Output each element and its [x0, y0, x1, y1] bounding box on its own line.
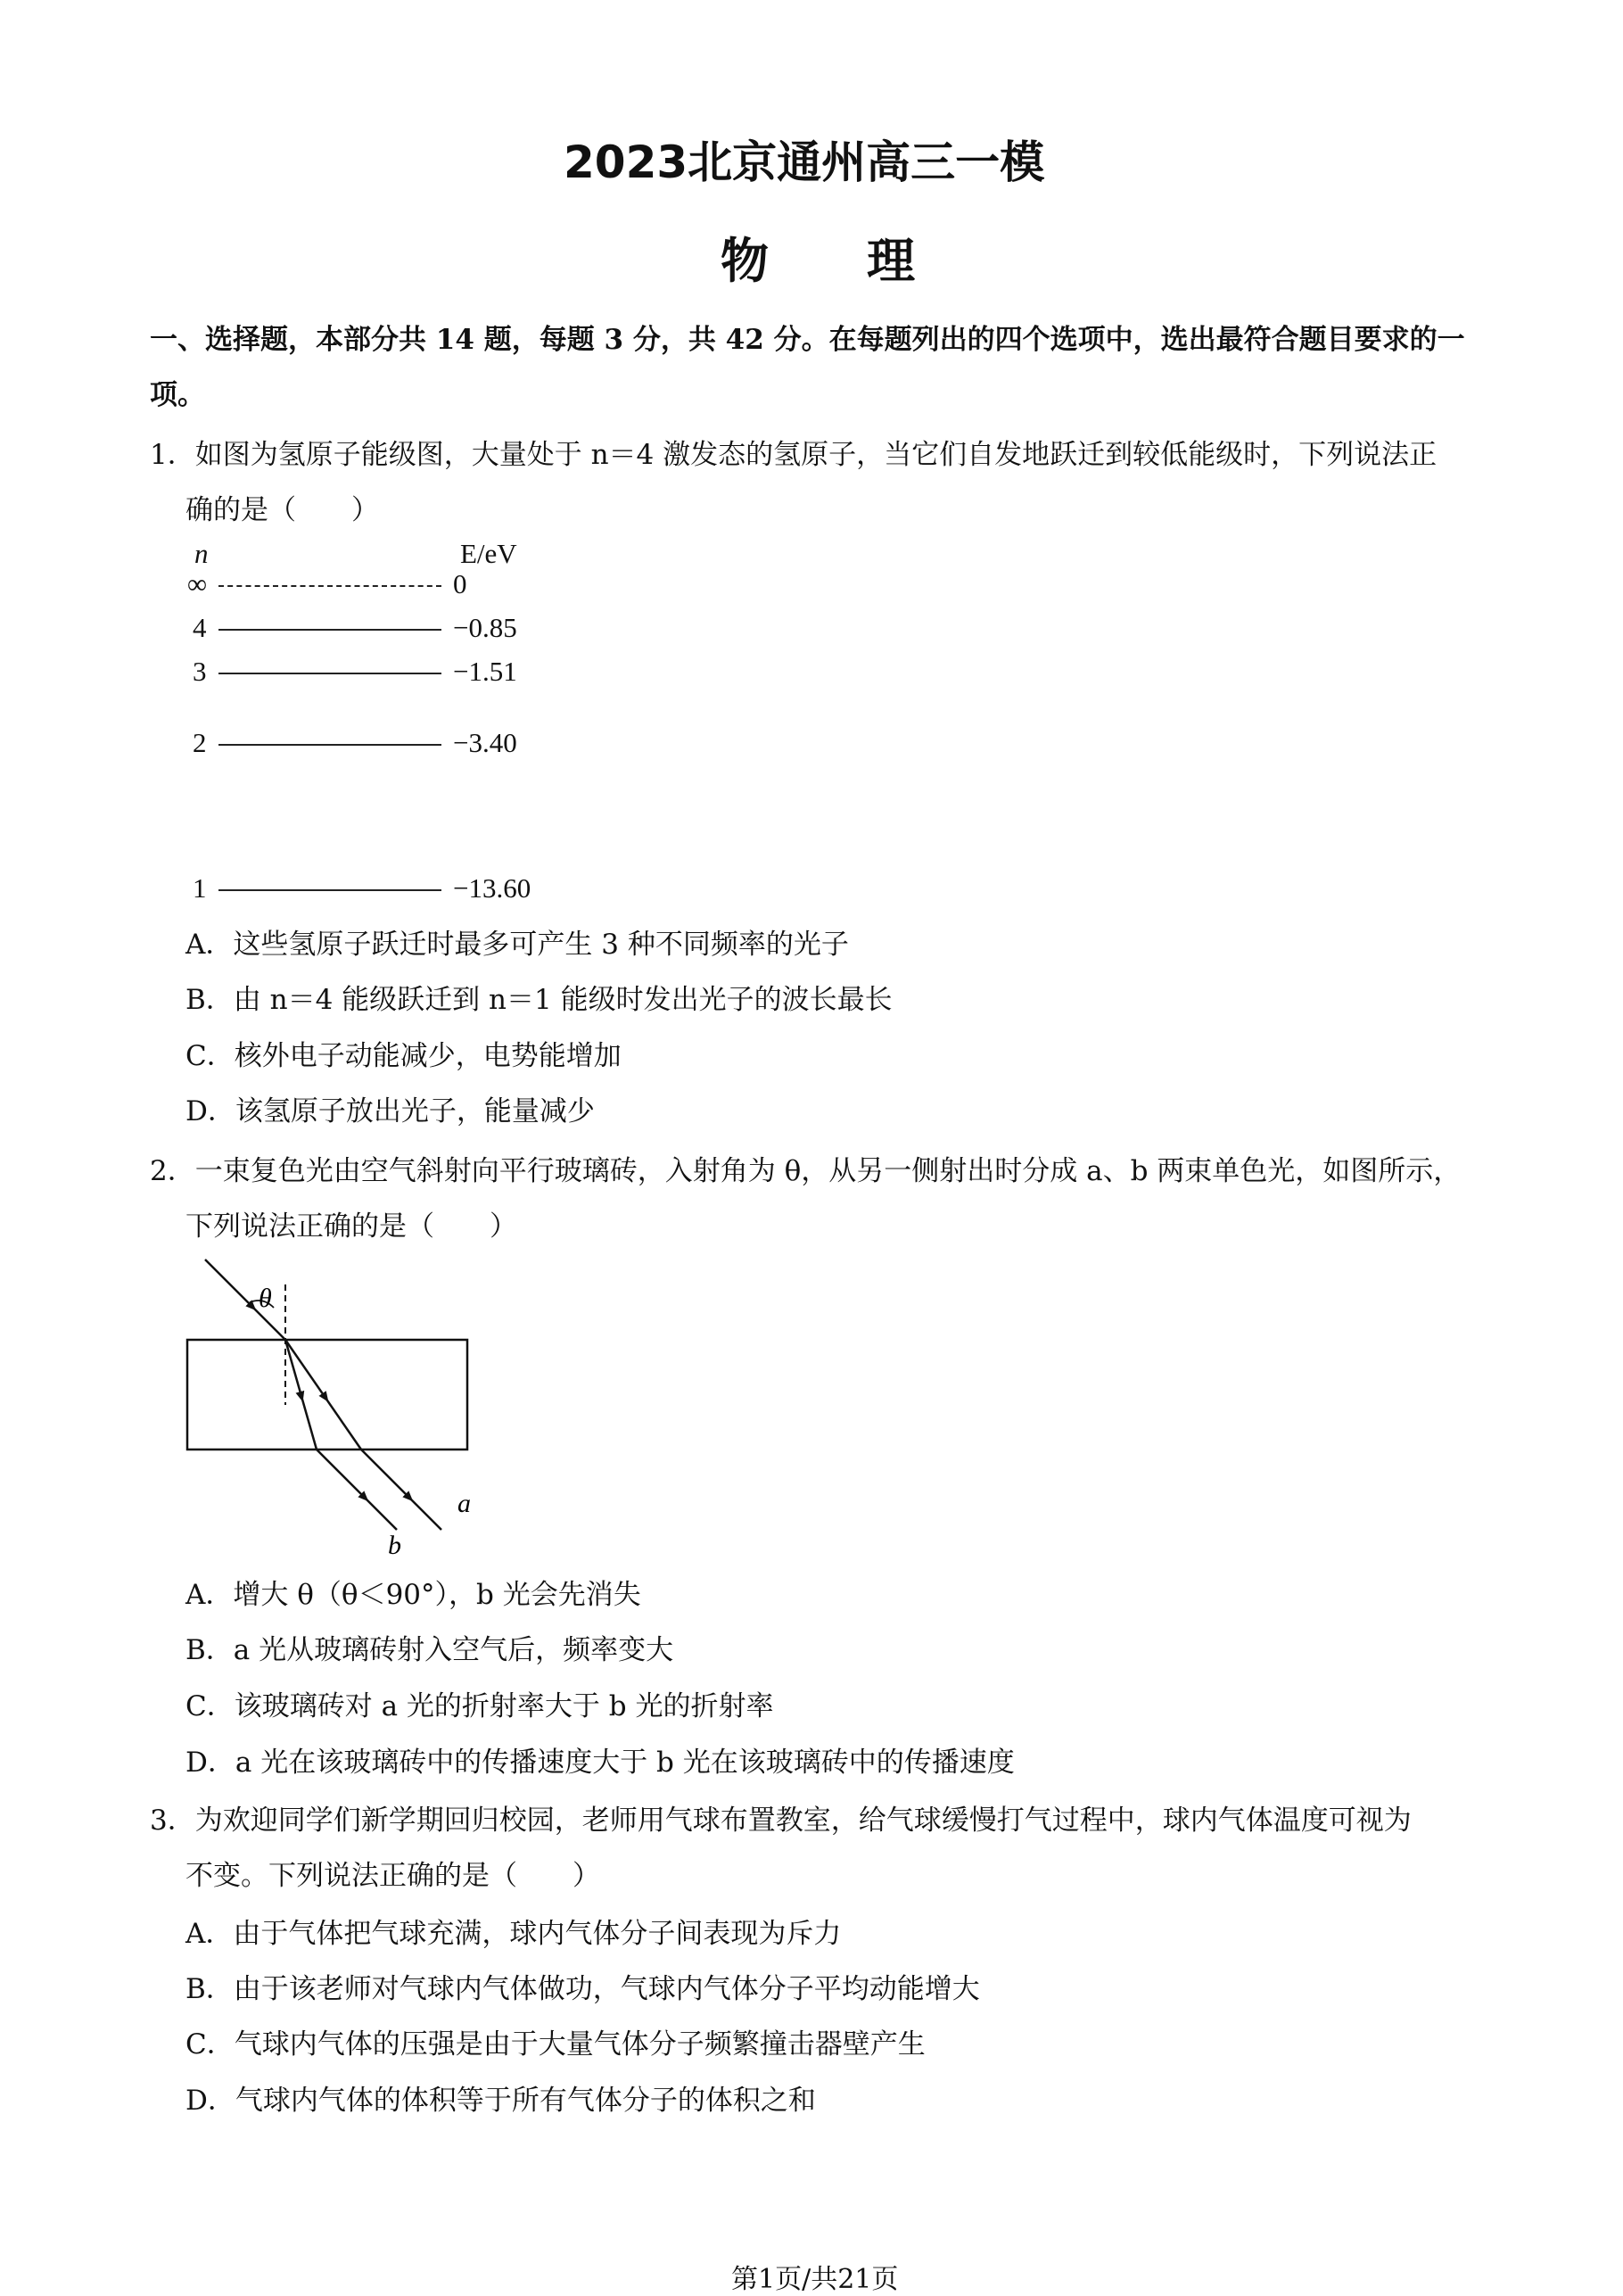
question-2-stem-line1: 2．一束复色光由空气斜射向平行玻璃砖，入射角为 θ，从另一侧射出时分成 a、b 两束单色光，如图所示， — [150, 1155, 1462, 1187]
question-1-option-d: D．该氢原子放出光子，能量减少 — [185, 1095, 595, 1127]
question-3-stem-line2: 不变。下列说法正确的是（ ） — [185, 1860, 600, 1892]
section-heading-line2: 项。 — [150, 379, 205, 411]
theta-label: θ — [259, 1284, 272, 1313]
level-energy-3: −1.51 — [453, 656, 517, 687]
level-energy-4: −0.85 — [453, 612, 517, 643]
question-2-option-a: A．增大 θ（θ＜90°），b 光会先消失 — [185, 1579, 641, 1611]
refraction-diagram — [174, 1249, 495, 1570]
level-energy-1: −13.60 — [453, 872, 531, 904]
refracted-ray-b — [285, 1340, 317, 1449]
energy-diagram-e-label: E/eV — [460, 538, 517, 569]
energy-diagram-n-label: n — [194, 538, 209, 569]
level-line-2 — [218, 744, 441, 746]
subject-title: 物理 — [721, 233, 1013, 289]
question-2-option-c: C．该玻璃砖对 a 光的折射率大于 b 光的折射率 — [185, 1690, 774, 1722]
question-3-option-a: A．由于气体把气球充满，球内气体分子间表现为斥力 — [185, 1918, 842, 1950]
exit-ray-a — [361, 1449, 441, 1530]
level-line-3 — [218, 673, 441, 674]
incident-ray — [205, 1259, 285, 1340]
page-title: 2023北京通州高三一模 — [564, 136, 1045, 188]
question-2-option-b: B．a 光从玻璃砖射入空气后，频率变大 — [185, 1634, 674, 1666]
question-3-stem-line1: 3．为欢迎同学们新学期回归校园，老师用气球布置教室，给气球缓慢打气过程中，球内气体温度可视为 — [150, 1805, 1412, 1837]
level-energy-2: −3.40 — [453, 727, 517, 758]
question-3-option-d: D．气球内气体的体积等于所有气体分子的体积之和 — [185, 2085, 816, 2117]
section-heading-line1: 一、选择题，本部分共 14 题，每题 3 分，共 42 分。在每题列出的四个选项中，选出最符合题目要求的一 — [150, 324, 1465, 356]
level-line-1 — [218, 889, 441, 891]
question-3-option-b: B．由于该老师对气球内气体做功，气球内气体分子平均动能增大 — [185, 1973, 980, 2005]
level-line-4 — [218, 629, 441, 631]
ray-a-label: a — [457, 1489, 471, 1518]
level-n-infinity: ∞ — [187, 568, 208, 599]
question-1-option-b: B．由 n＝4 能级跃迁到 n＝1 能级时发出光子的波长最长 — [185, 984, 893, 1016]
level-n-4: 4 — [193, 612, 207, 643]
question-2-stem-line2: 下列说法正确的是（ ） — [185, 1210, 517, 1243]
exit-ray-b — [317, 1449, 397, 1530]
glass-slab — [187, 1340, 467, 1449]
level-n-2: 2 — [193, 727, 207, 758]
refracted-ray-a — [285, 1340, 361, 1449]
question-3-option-c: C．气球内气体的压强是由于大量气体分子频繁撞击器壁产生 — [185, 2028, 926, 2061]
question-1-option-a: A．这些氢原子跃迁时最多可产生 3 种不同频率的光子 — [185, 929, 849, 961]
question-1-stem-line1: 1．如图为氢原子能级图，大量处于 n＝4 激发态的氢原子，当它们自发地跃迁到较低能级时，下列说法正 — [150, 439, 1438, 471]
page-number: 第1页/共21页 — [731, 2264, 899, 2295]
question-1-stem-line2: 确的是（ ） — [185, 494, 379, 526]
level-line-infinity — [218, 585, 441, 587]
level-energy-infinity: 0 — [453, 568, 467, 599]
question-2-option-d: D．a 光在该玻璃砖中的传播速度大于 b 光在该玻璃砖中的传播速度 — [185, 1747, 1015, 1779]
level-n-3: 3 — [193, 656, 207, 687]
ray-b-label: b — [388, 1531, 401, 1560]
level-n-1: 1 — [193, 872, 207, 904]
question-1-option-c: C．核外电子动能减少，电势能增加 — [185, 1040, 622, 1072]
